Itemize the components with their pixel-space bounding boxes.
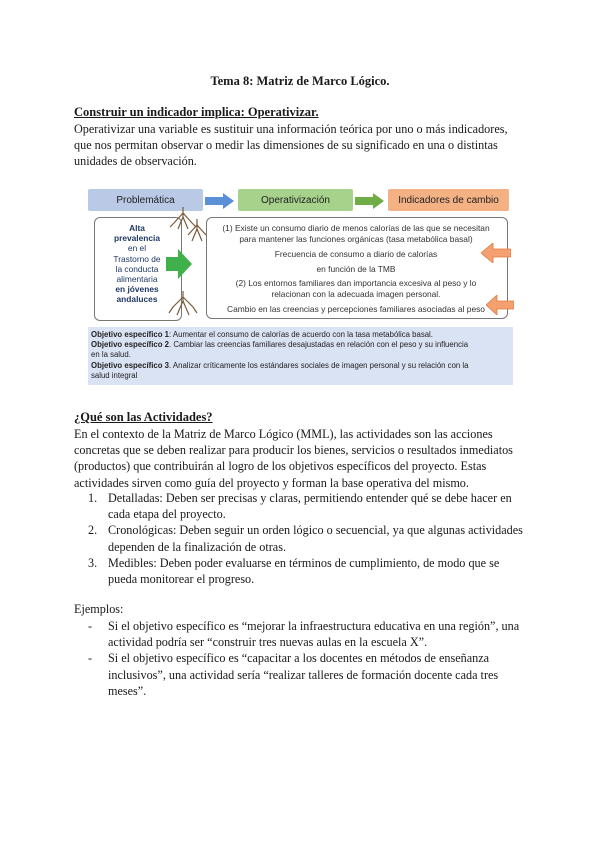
paragraph-actividades: En el contexto de la Matriz de Marco Lógico (MML), las actividades son las acciones concretas que se deben realizar para producir los bienes, servicios o resultados inmediatos (productos) que contribuirán al logro de los objetivos específicos del proyecto. Estas actividades sirven como guía del proyecto y forman la base operativa del mismo.: [74, 427, 513, 490]
header-indicadores: Indicadores de cambio: [388, 189, 509, 211]
arrow-right-blue-icon: [205, 193, 235, 214]
operativization-figure: [88, 189, 513, 385]
section-heading-operativizar: Construir un indicador implica: Operativizar.: [74, 105, 319, 119]
operative-line-7: Cambio en las creencias y percepciones familiares asociadas al peso: [227, 304, 485, 314]
list-item: 2. Cronológicas: Deben seguir un orden lógico o secuencial, ya que algunas actividades dependen de la finalización de otras.: [88, 523, 523, 554]
section-heading-actividades: ¿Qué son las Actividades?: [74, 410, 213, 424]
paragraph-operativizar: Operativizar una variable es sustituir una información teórica por uno o más indicadores, que nos permitan observar o medir las dimensiones de su significado en una o distintas unidades de observación.: [74, 122, 508, 169]
arrow-right-green-large-icon: [166, 249, 192, 284]
problem-text: Alta prevalencia en el Trastorno de la conducta alimentaria en jóvenes andaluces: [113, 223, 161, 305]
document-title: Tema 8: Matriz de Marco Lógico.: [210, 74, 390, 88]
objective-3: Objetivo específico 3. Analizar críticamente los estándares sociales de imagen personal y su relación con la: [91, 361, 469, 370]
operative-line-6: relacionan con la adecuada imagen personal.: [271, 289, 441, 299]
operative-line-3: Frecuencia de consumo a diario de calorías: [274, 249, 438, 259]
examples-heading: Ejemplos:: [74, 602, 124, 616]
activities-list: [88, 490, 528, 587]
objective-1: Objetivo específico 1: Aumentar el consumo de calorías de acuerdo con la tasa metabólica basal.: [91, 330, 433, 339]
arrow-left-orange-icon-1: [481, 243, 511, 268]
operative-line-5: (2) Los entornos familiares dan importancia excesiva al peso y lo: [235, 278, 477, 288]
objective-2-cont: en la salud.: [91, 350, 131, 359]
arrow-left-orange-icon-2: [486, 295, 514, 320]
list-item: 3. Medibles: Deben poder evaluarse en términos de cumplimiento, de modo que se pueda monitorear el progreso.: [88, 555, 500, 587]
list-item: - Si el objetivo específico es “mejorar la infraestructura educativa en una región”, una actividad podría ser “construir tres nuevas aulas en la escuela X”.: [88, 619, 520, 650]
header-problematica: Problemática: [88, 189, 203, 211]
header-operativizacion: Operativización: [238, 189, 353, 211]
objective-2: Objetivo específico 2. Cambiar las creencias familiares desajustadas en relación con el peso y su influencia: [91, 340, 469, 349]
arrow-right-green-icon: [355, 193, 385, 214]
roots-icon-bottom: [168, 289, 198, 324]
objective-3-cont: salud integral: [91, 371, 138, 380]
list-item: - Si el objetivo específico es “capacitar a los docentes en métodos de enseñanza inclusivos”, una actividad sería “realizar talleres de formación docente cada tres meses”.: [88, 651, 499, 698]
list-item: 1. Detalladas: Deben ser precisas y claras, permitiendo entender qué se debe hacer en cada etapa del proyecto.: [88, 491, 512, 522]
operative-line-4: en función de la TMB: [316, 264, 396, 274]
examples-list: [88, 618, 528, 699]
operative-line-2: para mantener las funciones orgánicas (tasa metabólica basal): [239, 234, 473, 244]
operative-line-1: (1) Existe un consumo diario de menos calorías de las que se necesitan: [222, 223, 490, 233]
